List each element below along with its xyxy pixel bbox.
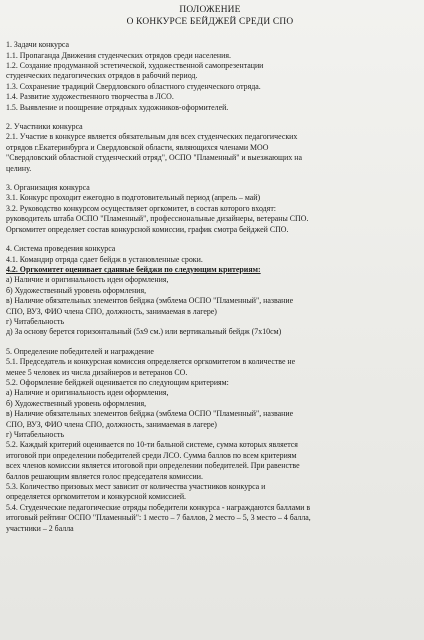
criteria-heading: 4.2. Оргкомитет оценивает сданные бейджи по следующим критериям:: [6, 264, 261, 274]
text-line: участники – 2 балла: [6, 523, 74, 533]
text-line: всех членов комиссии является итоговой при определении победителей. При равенстве: [6, 461, 300, 471]
text-line: 1.2. Создание продуманной эстетической, художественной самопрезентации: [6, 61, 264, 70]
text-line: г) Читабельность: [6, 316, 65, 326]
text-line: итоговой при определении победителей среди ЛСО. Сумма баллов по всем критериям: [6, 450, 297, 460]
text-line: 5.1. Председатель и конкурсная комиссия определяется оргкомитетом в количестве не: [6, 357, 296, 367]
text-line: 1.3. Сохранение традиций Свердловского областного студенческого отряда.: [6, 81, 261, 91]
section-organization: [6, 183, 414, 235]
text-line: 4.1. Командир отряда сдает бейдж в установленные сроки.: [6, 254, 203, 264]
text-line: б) Художественный уровень оформления,: [6, 398, 147, 408]
section-tasks: [6, 40, 414, 113]
text-line: 1.5. Выявление и поощрение отрядных художников-оформителей.: [6, 102, 229, 112]
section-heading: 5. Определение победителей и награждение: [6, 346, 154, 356]
text-line: д) За основу берется горизонтальный (5х9 см.) или вертикальный бейдж (7х10см): [6, 327, 282, 337]
title-line-1: ПОЛОЖЕНИЕ: [179, 5, 241, 15]
text-line: 5.3. Количество призовых мест зависит от количества участников конкурса и: [6, 482, 266, 492]
text-line: г) Читабельность: [6, 430, 65, 439]
section-heading: 2. Участники конкурса: [6, 122, 83, 132]
section-system: [6, 244, 414, 338]
text-line: 5.2. Каждый критерий оценивается по 10-ти бальной системе, сумма которых является: [6, 440, 298, 450]
text-line: 5.4. Студенческие педагогические отряды победители конкурса - награждаются баллами в: [6, 502, 311, 512]
text-line: менее 5 человек из числа дизайнеров и ветеранов СО.: [6, 367, 188, 377]
document-title: [6, 5, 414, 28]
text-line: 3.2. Руководство конкурсом осуществляет оргкомитет, в состав которого входят:: [6, 203, 276, 213]
section-heading: 1. Задачи конкурса: [6, 40, 70, 50]
section-participants: [6, 122, 414, 174]
text-line: отрядов г.Екатеринбурга и Свердловской области, являющихся членами МОО: [6, 142, 269, 152]
text-line: а) Наличие и оригинальность идеи оформления,: [6, 388, 169, 398]
text-line: "Свердловский областной студенческий отряд", ОСПО "Пламенный" и выезжающих на: [6, 153, 302, 163]
text-line: определяется оргкомитетом и конкурсной комиссией.: [6, 492, 187, 502]
text-line: итоговый рейтинг ОСПО "Пламенный": 1 место – 7 баллов, 2 место – 5, 3 место – 4 балла,: [6, 513, 311, 523]
text-line: в) Наличие обязательных элементов бейджа (эмблема ОСПО "Пламенный", название: [6, 409, 294, 419]
text-line: 2.1. Участие в конкурсе является обязательным для всех студенческих педагогических: [6, 132, 298, 142]
text-line: руководитель штаба ОСПО "Пламенный", профессиональные дизайнеры, ветераны СПО.: [6, 214, 309, 224]
text-line: целину.: [6, 163, 32, 173]
title-line-2: О КОНКУРСЕ БЕЙДЖЕЙ СРЕДИ СПО: [126, 16, 294, 27]
text-line: 3.1. Конкурс проходит ежегодно в подготовительный период (апрель – май): [6, 193, 261, 203]
text-line: Оргкомитет определяет состав конкурсной комиссии, график смотра бейджей СПО.: [6, 224, 289, 234]
text-line: баллов решающим является голос председателя комиссии.: [6, 471, 203, 481]
section-heading: 4. Система проведения конкурса: [6, 244, 116, 254]
text-line: студенческих педагогических отрядов в рабочий период.: [6, 71, 198, 81]
text-line: 5.2. Оформление бейджей оценивается по следующим критериям:: [6, 377, 229, 387]
text-line: 1.4. Развитие художественного творчества в ЛСО.: [6, 92, 174, 102]
text-line: б) Художественный уровень оформления,: [6, 285, 147, 295]
text-line: а) Наличие и оригинальность идеи оформления,: [6, 275, 169, 285]
text-line: в) Наличие обязательных элементов бейджа (эмблема ОСПО "Пламенный", название: [6, 296, 294, 306]
section-heading: 3. Организация конкурса: [6, 183, 90, 193]
text-line: СПО, ВУЗ, ФИО члена СПО, должность, занимаемая в лагере): [6, 419, 217, 429]
section-winners: [6, 347, 414, 534]
text-line: 1.1. Пропаганда Движения студенческих отрядов среди населения.: [6, 50, 231, 60]
text-line: СПО, ВУЗ, ФИО члена СПО, должность, занимаемая в лагере): [6, 306, 217, 316]
